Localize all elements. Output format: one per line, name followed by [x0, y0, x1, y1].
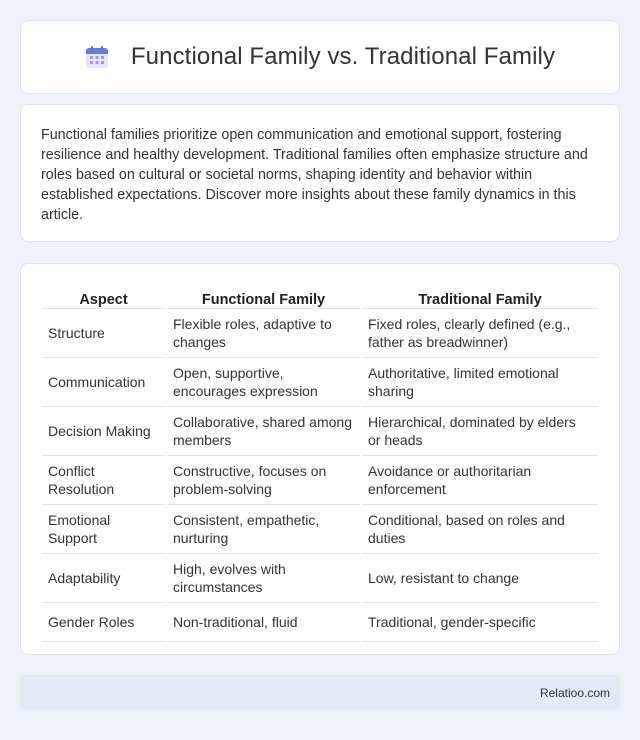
table-row — [42, 602, 598, 641]
cell-aspect: Structure — [42, 308, 165, 357]
comparison-card — [20, 263, 620, 655]
table-header-row — [42, 284, 598, 308]
header-functional: Functional Family — [167, 284, 360, 308]
table-row — [42, 504, 598, 553]
cell-functional: Consistent, empathetic, nurturing — [167, 504, 360, 553]
comparison-table — [42, 284, 598, 642]
intro-card — [20, 104, 620, 242]
cell-functional: Non-traditional, fluid — [167, 602, 360, 641]
header-aspect: Aspect — [42, 284, 165, 308]
table-row — [42, 357, 598, 406]
cell-aspect: Emotional Support — [42, 504, 165, 553]
calendar-icon — [85, 45, 109, 69]
table-row — [42, 455, 598, 504]
header-traditional: Traditional Family — [362, 284, 598, 308]
table-row — [42, 553, 598, 602]
title-card — [20, 20, 620, 94]
cell-traditional: Fixed roles, clearly defined (e.g., father as breadwinner) — [362, 308, 598, 357]
cell-aspect: Adaptability — [42, 553, 165, 602]
cell-traditional: Hierarchical, dominated by elders or heads — [362, 406, 598, 455]
table-row — [42, 308, 598, 357]
cell-functional: Flexible roles, adaptive to changes — [167, 308, 360, 357]
cell-aspect: Decision Making — [42, 406, 165, 455]
cell-traditional: Avoidance or authoritarian enforcement — [362, 455, 598, 504]
intro-paragraph: Functional families prioritize open communication and emotional support, fostering resilience and healthy development. Traditional families often emphasize structure and roles based on cultural or societal norms, shaping identity and behavior within established expectations. Discover more insights about these family dynamics in this article. — [41, 127, 588, 223]
cell-traditional: Traditional, gender-specific — [362, 602, 598, 641]
title-row — [85, 43, 555, 71]
cell-traditional: Authoritative, limited emotional sharing — [362, 357, 598, 406]
cell-functional: Open, supportive, encourages expression — [167, 357, 360, 406]
footer-site-link[interactable]: Relatioo.com — [539, 685, 610, 700]
cell-aspect: Communication — [42, 357, 165, 406]
cell-traditional: Conditional, based on roles and duties — [362, 504, 598, 553]
cell-aspect: Gender Roles — [42, 602, 165, 641]
footer-bar — [20, 675, 620, 710]
cell-traditional: Low, resistant to change — [362, 553, 598, 602]
cell-functional: Constructive, focuses on problem-solving — [167, 455, 360, 504]
page-title: Functional Family vs. Traditional Family — [130, 43, 556, 70]
table-row — [42, 406, 598, 455]
cell-aspect: Conflict Resolution — [42, 455, 165, 504]
cell-functional: Collaborative, shared among members — [167, 406, 360, 455]
cell-functional: High, evolves with circumstances — [167, 553, 360, 602]
